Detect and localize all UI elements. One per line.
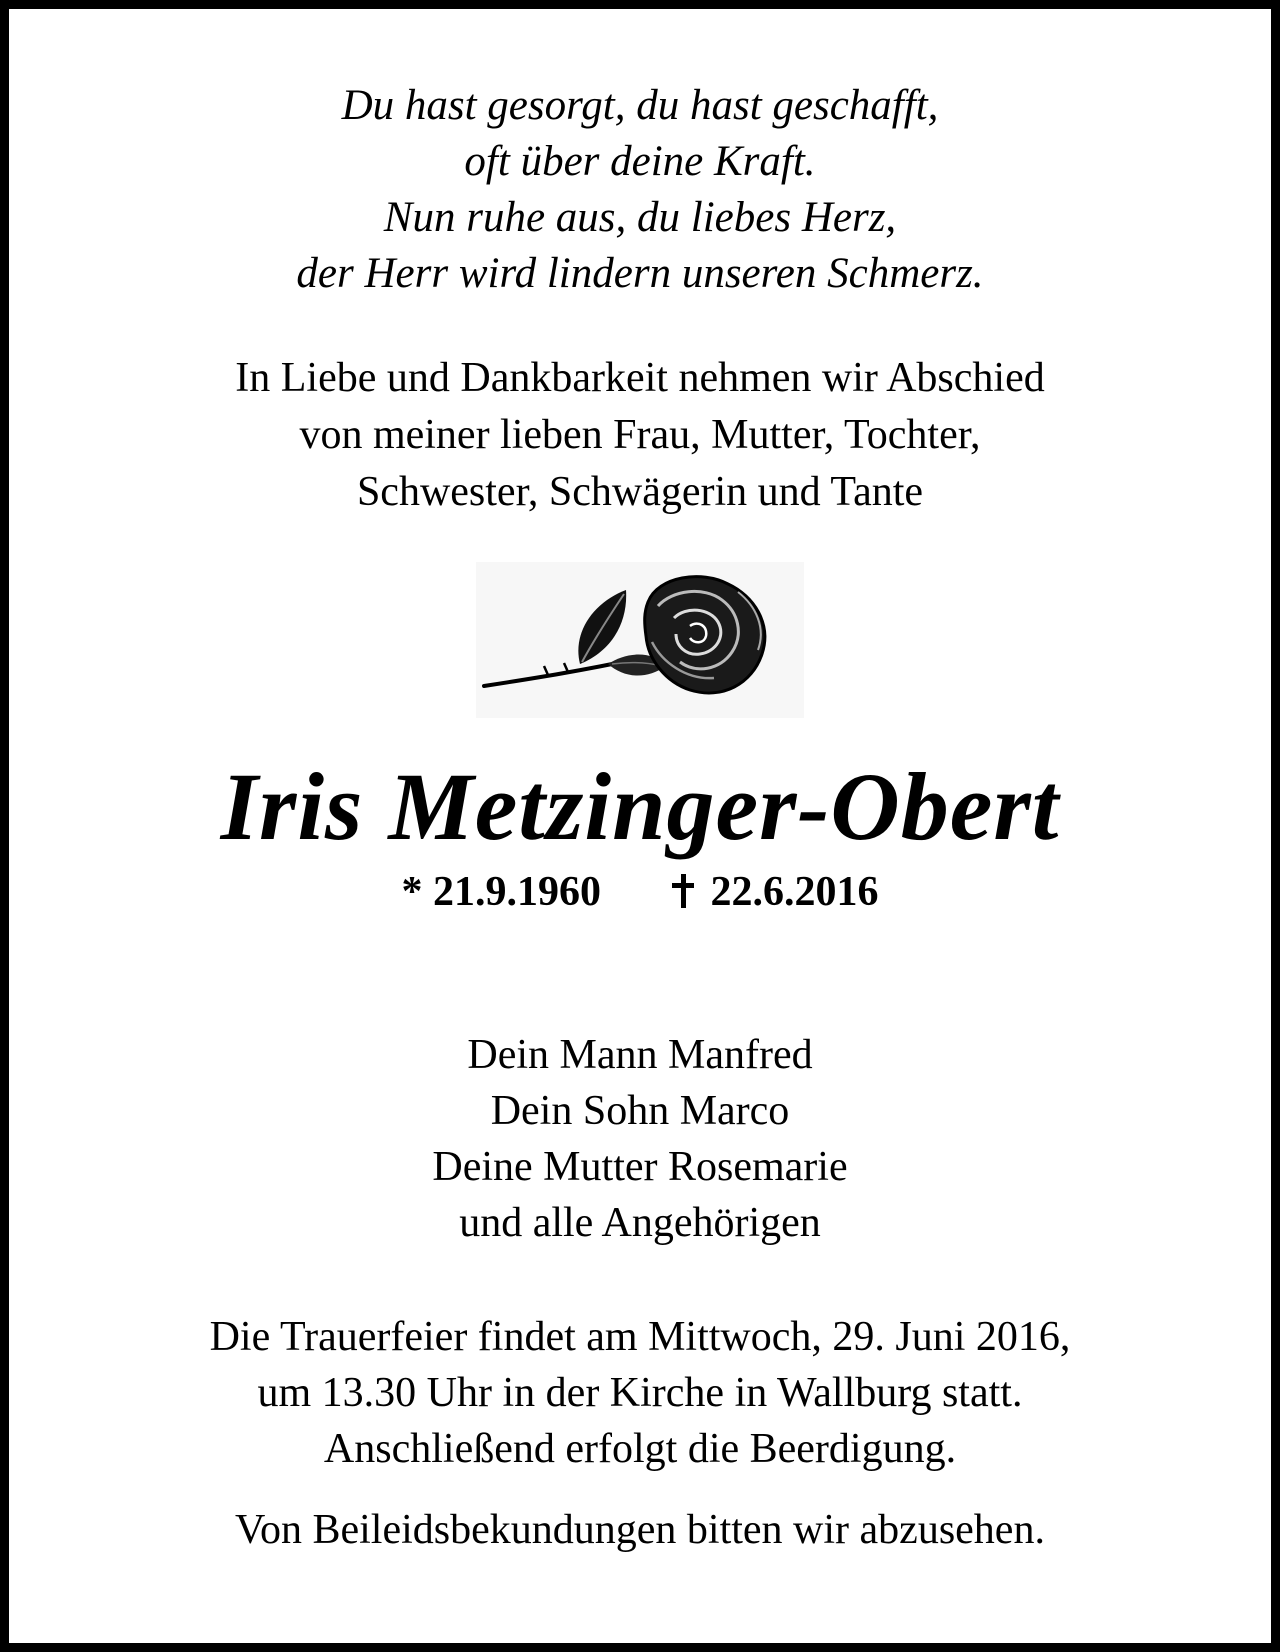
farewell-intro — [0, 350, 1280, 521]
rose-with-stem-icon — [476, 562, 804, 718]
deceased-name: Iris Metzinger-Obert — [220, 753, 1060, 860]
family-line: Dein Mann Manfred — [467, 1032, 813, 1078]
family-line: und alle Angehörigen — [459, 1200, 821, 1246]
poem-line: der Herr wird lindern unseren Schmerz. — [296, 250, 984, 297]
birth-date: * 21.9.1960 — [401, 869, 601, 915]
latin-cross-icon — [670, 874, 696, 908]
poem-line: Du hast gesorgt, du hast geschafft, — [341, 82, 939, 129]
intro-line: Schwester, Schwägerin und Tante — [356, 469, 924, 515]
family-line: Dein Sohn Marco — [490, 1088, 790, 1134]
condolence-note: Von Beileidsbekundungen bitten wir abzusehen. — [235, 1507, 1045, 1553]
life-dates — [0, 864, 1280, 920]
intro-line: In Liebe und Dankbarkeit nehmen wir Abschied — [235, 355, 1045, 401]
service-line: Anschließend erfolgt die Beerdigung. — [323, 1426, 957, 1472]
funeral-service-info — [0, 1309, 1280, 1477]
family-signatures — [0, 1027, 1280, 1251]
service-line: um 13.30 Uhr in der Kirche in Wallburg statt. — [257, 1370, 1023, 1416]
intro-line: von meiner lieben Frau, Mutter, Tochter, — [299, 412, 981, 458]
service-line: Die Trauerfeier findet am Mittwoch, 29. Juni 2016, — [209, 1314, 1071, 1360]
poem-line: oft über deine Kraft. — [464, 138, 816, 185]
death-date: 22.6.2016 — [710, 869, 879, 915]
poem-line: Nun ruhe aus, du liebes Herz, — [383, 194, 897, 241]
family-line: Deine Mutter Rosemarie — [432, 1144, 848, 1190]
poem — [0, 78, 1280, 302]
